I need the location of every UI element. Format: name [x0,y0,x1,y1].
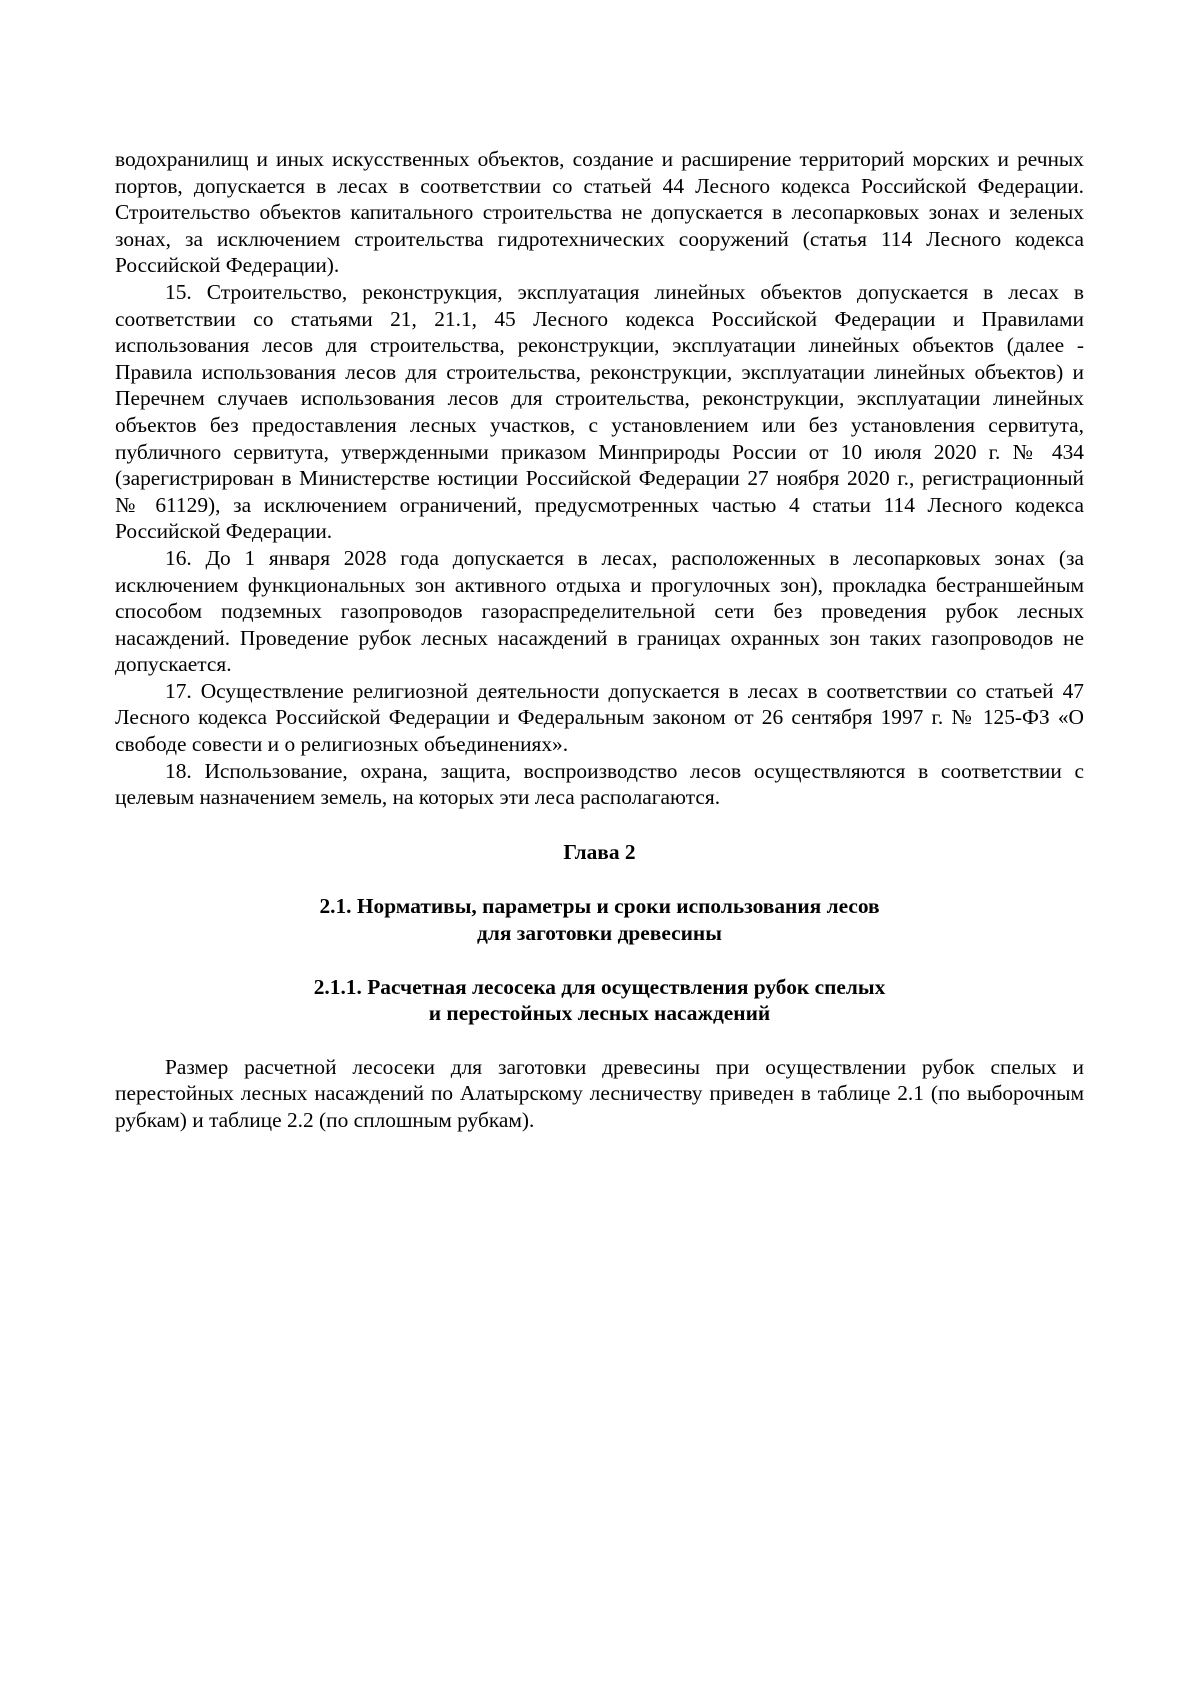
subsection-title [115,974,1084,1027]
paragraph-allowable-cut: Размер расчетной лесосеки для заготовки древесины при осуществлении рубок спелых и перестойных лесных насаждений по Алатырскому лесничеству приведен в таблице 2.1 (по выборочным рубкам) и таблице 2.2 (по сплошным рубкам). [115,1054,1084,1132]
paragraph-17: 17. Осуществление религиозной деятельности допускается в лесах в соответствии со статьей 47 Лесного кодекса Российской Федерации и Федеральным законом от 26 сентября 1997 г. № 125-ФЗ «О свободе совести и о религиозных объединениях». [115,678,1084,757]
chapter-title: Глава 2 [563,839,636,864]
paragraph-16: 16. До 1 января 2028 года допускается в лесах, расположенных в лесопарковых зонах (за исключением функциональных зон активного отдыха и прогулочных зон), прокладка бестраншейным способом подземных газопроводов газораспределительной сети без проведения рубок лесных насаждений. Проведение рубок лесных насаждений в границах охранных зон таких газопроводов не допускается. [115,545,1084,677]
paragraph-15: 15. Строительство, реконструкция, эксплуатация линейных объектов допускается в лесах в соответствии со статьями 21, 21.1, 45 Лесного кодекса Российской Федерации и Правилами использования лесов для строительства, реконструкции, эксплуатации линейных объектов (далее - Правила использования лесов для строительства, реконструкции, эксплуатации линейных объектов) и Перечнем случаев использования лесов для строительства, реконструкции, эксплуатации линейных объектов без предоставления лесных участков, с установлением или без установления сервитута, публичного сервитута, утвержденными приказом Минприроды России от 10 июля 2020 г. № 434 (зарегистрирован в Министерстве юстиции Российской Федерации 27 ноября 2020 г., регистрационный № 61129), за исключением ограничений, предусмотренных частью 4 статьи 114 Лесного кодекса Российской Федерации. [115,279,1084,544]
section-title-line-2: для заготовки древесины [477,921,722,946]
section-title-line-1: 2.1. Нормативы, параметры и сроки использования лесов [319,894,880,919]
subsection-title-line-2: и перестойных лесных насаждений [428,1001,771,1026]
subsection-title-line-1: 2.1.1. Расчетная лесосека для осуществления рубок спелых [313,974,886,999]
paragraph-18: 18. Использование, охрана, защита, воспроизводство лесов осуществляются в соответствии с целевым назначением земель, на которых эти леса располагаются. [115,758,1084,810]
document-body [115,146,1084,1134]
section-title [115,893,1084,946]
paragraph-continuation: водохранилищ и иных искусственных объектов, создание и расширение территорий морских и речных портов, допускается в лесах в соответствии со статьей 44 Лесного кодекса Российской Федерации. Строительство объектов капитального строительства не допускается в лесопарковых зонах и зеленых зонах, за исключением строительства гидротехнических сооружений (статья 114 Лесного кодекса Российской Федерации). [115,147,1084,278]
